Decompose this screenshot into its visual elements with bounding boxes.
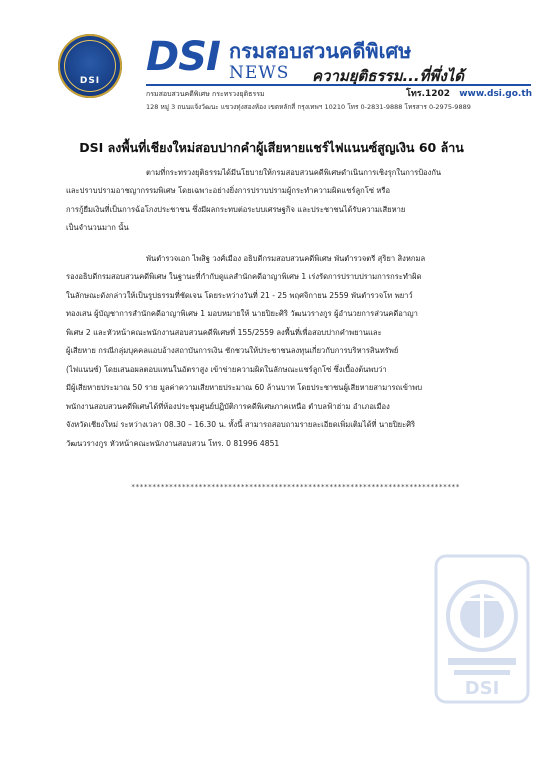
asterisk-divider: ****************************************************************************** xyxy=(131,483,460,491)
paragraph-2-line: รองอธิบดีกรมสอบสวนคดีพิเศษ ในฐานะที่กำกับดูแลสำนักคดีอาญาพิเศษ 1 เร่งรัดการปราบปรามการกระทำผิด xyxy=(66,272,422,281)
paragraph-2-line: พันตำรวจเอก ไพสิฐ วงศ์เมือง อธิบดีกรมสอบสวนคดีพิเศษ พันตำรวจตรี สุริยา สิงหกมล xyxy=(146,254,426,263)
news-label: NEWS xyxy=(229,63,290,83)
slogan: ความยุติธรรม...ที่พึ่งได้ xyxy=(312,67,464,85)
hotline-number: โทร.1202 xyxy=(406,89,451,99)
dsi-watermark-icon xyxy=(434,554,530,704)
seal-logo-text: DSI xyxy=(79,76,101,86)
paragraph-2-line: มีผู้เสียหายประมาณ 50 ราย มูลค่าความเสียหายประมาณ 60 ล้านบาท โดยประชาชนผู้เสียหายสามารถเข้าพบ xyxy=(66,383,423,392)
paragraph-1-line: ตามที่กระทรวงยุติธรรมได้มีนโยบายให้กรมสอบสวนคดีพิเศษดำเนินการเชิงรุกในการป้องกัน xyxy=(146,168,442,177)
paragraph-1-line: เป็นจำนวนมาก นั้น xyxy=(66,223,129,232)
paragraph-2-line: พนักงานสอบสวนคดีพิเศษได้ที่ห้องประชุมศูนย์ปฏิบัติการคดีพิเศษภาคเหนือ ตำบลฟ้าฮ่าม อำเภอเมือง xyxy=(66,402,390,411)
letterhead xyxy=(0,0,543,120)
paragraph-2-line: ในลักษณะดังกล่าวให้เป็นรูปธรรมที่ชัดเจน โดยระหว่างวันที่ 21 - 25 พฤศจิกายน 2559 พันตำรวจโท พยาว์ xyxy=(66,291,413,300)
address-line-2: 128 หมู่ 3 ถนนแจ้งวัฒนะ แขวงทุ่งสองห้อง เขตหลักสี่ กรุงเทพฯ 10210 โทร 0-2831-9888 โทรสาร 0-2975-9889 xyxy=(146,103,471,111)
organization-name: กรมสอบสวนคดีพิเศษ xyxy=(229,39,412,63)
address-line-1: กรมสอบสวนคดีพิเศษ กระทรวงยุติธรรม xyxy=(146,90,265,98)
paragraph-2-line: วัฒนวรางกูร หัวหน้าคณะพนักงานสอบสวน โทร. 0 81996 4851 xyxy=(66,439,280,448)
hotline-row xyxy=(406,86,532,100)
news-title: DSI ลงพื้นที่เชียงใหม่สอบปากคำผู้เสียหายแชร์ไฟแนนซ์สูญเงิน 60 ล้าน xyxy=(79,140,464,155)
paragraph-2-line: ผู้เสียหาย กรณีกลุ่มบุคคลแอบอ้างสถาบันการเงิน ชักชวนให้ประชาชนลงทุนเกี่ยวกับการบริหารสินทรัพย์ xyxy=(66,346,399,355)
svg-text:DSI: DSI xyxy=(464,678,500,699)
paragraph-2-line: ทองเสน ผู้บัญชาการสำนักคดีอาญาพิเศษ 1 มอบหมายให้ นายปิยะศิริ วัฒนวรางกูร ผู้อำนวยการส่วนคดีอาญา xyxy=(66,309,418,318)
brand-wordmark: DSI xyxy=(146,34,220,80)
paragraph-1-line: การกู้ยืมเงินที่เป็นการฉ้อโกงประชาชน ซึ่งมีผลกระทบต่อระบบเศรษฐกิจ และประชาชนได้รับความเสียหาย xyxy=(66,205,406,214)
website-link[interactable]: www.dsi.go.th xyxy=(459,89,533,99)
paragraph-2-line: จังหวัดเชียงใหม่ ระหว่างเวลา 08.30 – 16.30 น. ทั้งนี้ สามารถสอบถามรายละเอียดเพิ่มเติมได้ที่ นายปิยะศิริ xyxy=(66,420,416,429)
paragraph-1-line: และปราบปรามอาชญากรรมพิเศษ โดยเฉพาะอย่างยิ่งการปราบปรามผู้กระทำความผิดแชร์ลูกโซ่ หรือ xyxy=(66,186,391,195)
paragraph-2-line: (ไฟแนนซ์) โดยเสนอผลตอบแทนในอัตราสูง เข้าข่ายความผิดในลักษณะแชร์ลูกโซ่ ซึ่งเบื้องต้นพบว่า xyxy=(66,365,387,374)
paragraph-2-line: พิเศษ 2 และหัวหน้าคณะพนักงานสอบสวนคดีพิเศษที่ 155/2559 ลงพื้นที่เพื่อสอบปากคำพยานและ xyxy=(66,328,382,337)
